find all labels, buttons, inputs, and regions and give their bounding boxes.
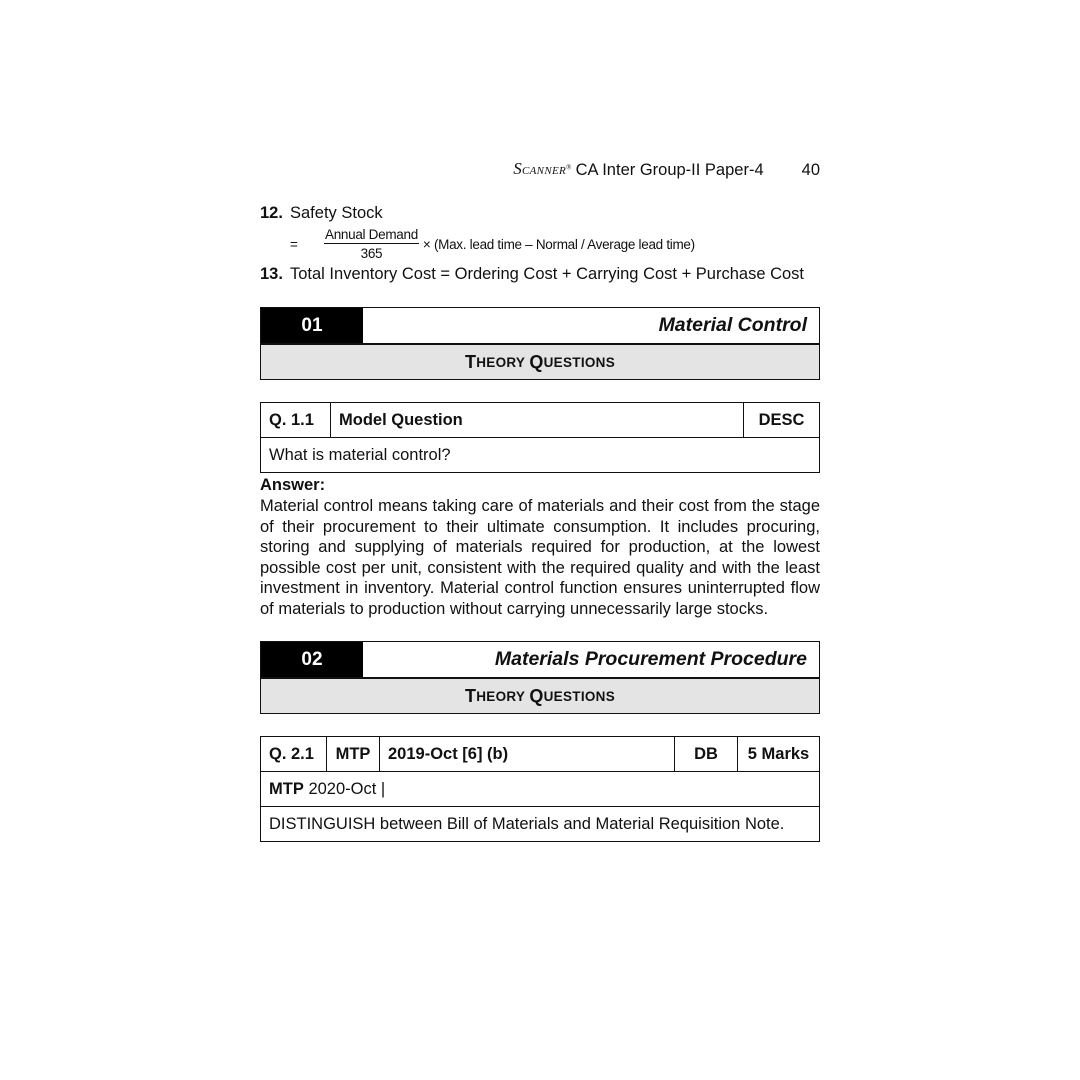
scanner-logo: SCANNER® <box>513 159 572 178</box>
running-header <box>513 160 820 180</box>
book-title: CA Inter Group-II Paper-4 <box>575 161 764 179</box>
safety-stock-formula <box>290 226 695 262</box>
formula-rest: × (Max. lead time – Normal / Average lead time) <box>422 236 695 252</box>
formula-numerator: Annual Demand <box>325 227 418 242</box>
question-text: DISTINGUISH between Bill of Materials and Material Requisition Note. <box>261 807 820 842</box>
answer-text: Material control means taking care of materials and their cost from the stage of their procurement to their ultimate consumption. It includes procuring, storing and supplying of materials required for production, at the lowest possible cost per unit, consistent with the required quality and with the least investment in inventory. Material control function ensures uninterrupted flow of materials to production without carrying unnecessarily large stocks. <box>260 497 820 618</box>
question-type: DB <box>675 737 738 772</box>
table-row <box>261 737 820 772</box>
question-id: Q. 1.1 <box>261 403 331 438</box>
chapter-title: Material Control <box>658 314 807 336</box>
table-row <box>261 403 820 438</box>
question-also-asked: MTP 2020-Oct | <box>261 772 820 807</box>
question-source: MTP <box>327 737 380 772</box>
list-item-safety-stock <box>260 204 383 223</box>
question-table-1-1 <box>260 402 820 473</box>
question-type: DESC <box>744 403 820 438</box>
question-exam: 2019-Oct [6] (b) <box>380 737 675 772</box>
table-row <box>261 438 820 473</box>
question-table-2-1 <box>260 736 820 842</box>
chapter-number: 02 <box>261 642 363 677</box>
item-text: Total Inventory Cost = Ordering Cost + Carrying Cost + Purchase Cost <box>290 265 805 283</box>
list-item-total-inventory-cost <box>260 265 804 284</box>
question-text: What is material control? <box>261 438 820 473</box>
formula-equals: = <box>290 236 298 252</box>
question-marks: 5 Marks <box>738 737 820 772</box>
item-number: 13. <box>260 265 283 283</box>
section-heading-theory-questions: T HEORY Q UESTIONS <box>260 678 820 714</box>
chapter-title: Materials Procurement Procedure <box>494 648 807 670</box>
question-id: Q. 2.1 <box>261 737 327 772</box>
question-source: Model Question <box>331 403 744 438</box>
formula-denominator: 365 <box>360 246 383 261</box>
formula-fraction <box>324 227 419 261</box>
answer-label: Answer: <box>260 476 326 494</box>
chapter-heading-02 <box>260 641 820 678</box>
chapter-number: 01 <box>261 308 363 343</box>
chapter-heading-01 <box>260 307 820 344</box>
page-number: 40 <box>801 161 820 179</box>
table-row <box>261 807 820 842</box>
table-row <box>261 772 820 807</box>
section-heading-theory-questions: T HEORY Q UESTIONS <box>260 344 820 380</box>
item-text: Safety Stock <box>290 204 383 222</box>
item-number: 12. <box>260 204 283 222</box>
